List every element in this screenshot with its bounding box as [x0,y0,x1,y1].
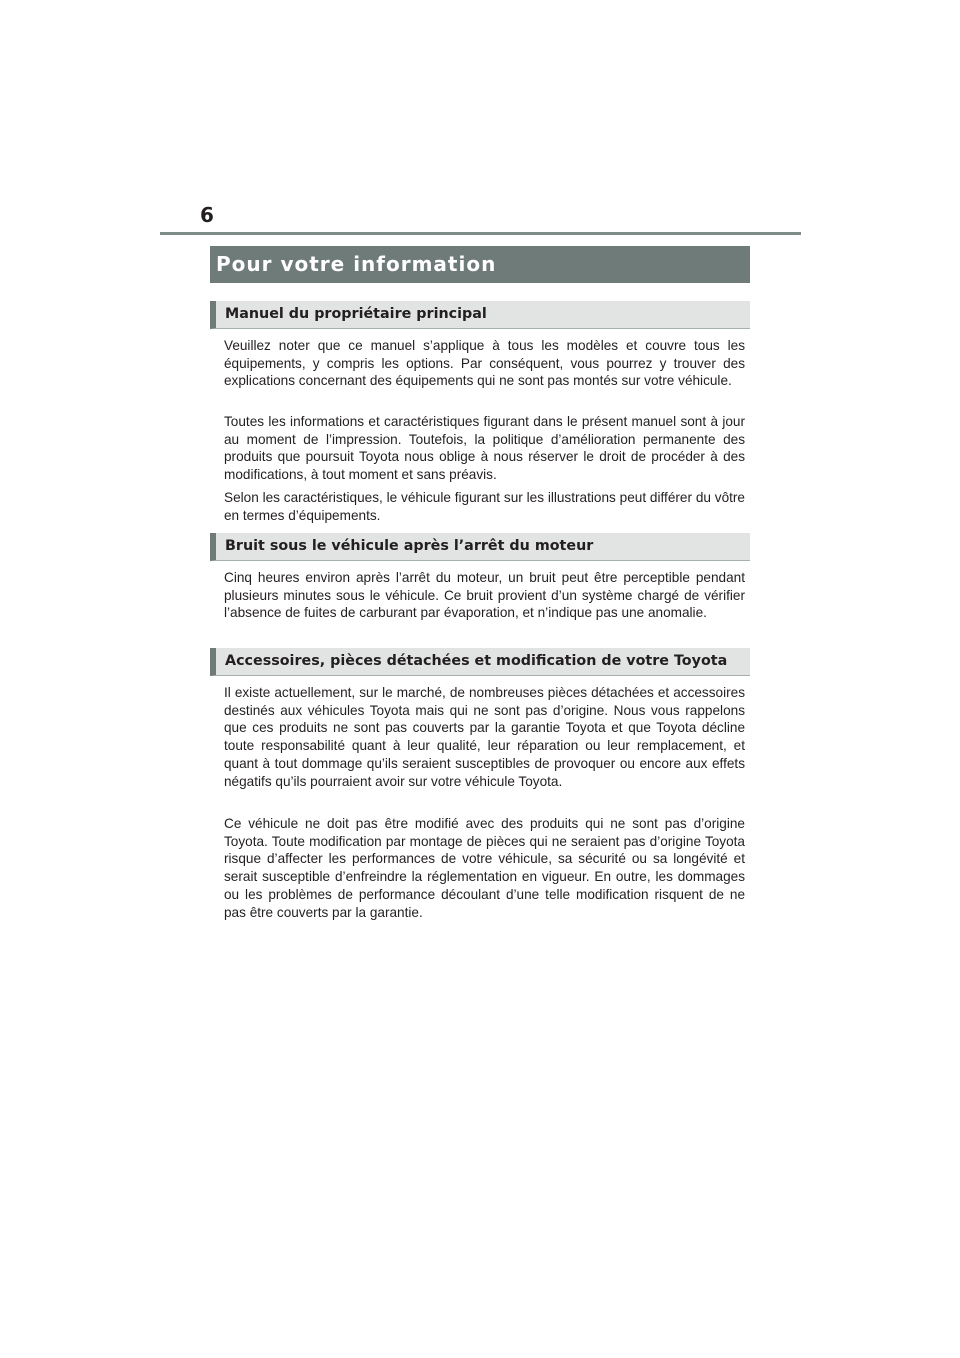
paragraph: Toutes les informations et caractéristiques figurant dans le présent manuel sont à jour au moment de l’impression. Toutefois, la politique d’amélioration permanente des produits que poursuit Toyota nous oblige à nous réserver le droit de procéder à des modifications, à tout moment et sans préavis. [224,414,745,483]
section-heading-text: Bruit sous le véhicule après l’arrêt du moteur [225,538,594,554]
section-heading-accessories [210,648,750,676]
header-rule [160,232,801,235]
section-heading-text: Accessoires, pièces détachées et modification de votre Toyota [225,653,728,669]
paragraph: Il existe actuellement, sur le marché, de nombreuses pièces détachées et accessoires destinés aux véhicules Toyota mais qui ne sont pas d’origine. Nous vous rappelons que ces produits ne sont pas couverts par la garantie Toyota et que Toyota décline toute responsabilité quant à leur qualité, leur réparation ou leur remplacement, et quant à tout dommage qu’ils seraient susceptibles de provoquer ou encore aux effets négatifs qu’ils pourraient avoir sur votre véhicule Toyota. [224,685,745,789]
paragraph: Cinq heures environ après l’arrêt du moteur, un bruit peut être perceptible pendant plusieurs minutes sous le véhicule. Ce bruit provient d’un système chargé de vérifier l’absence de fuites de carburant par évaporation, et n’indique pas une anomalie. [224,570,745,621]
page-number: 6 [200,203,214,227]
paragraph: Selon les caractéristiques, le véhicule figurant sur les illustrations peut différer du vôtre en termes d’équipements. [224,490,745,523]
page-title: Pour votre information [216,252,497,276]
page-title-bar [210,246,750,283]
paragraph: Veuillez noter que ce manuel s’applique à tous les modèles et couvre tous les équipements, y compris les options. Par conséquent, vous pourrez y trouver des explications concernant des équipements qui ne sont pas montés sur votre véhicule. [224,338,745,389]
section-heading-text: Manuel du propriétaire principal [225,306,487,322]
paragraph: Ce véhicule ne doit pas être modifié avec des produits qui ne sont pas d’origine Toyota. Toute modification par montage de pièces qui ne seraient pas d’origine Toyota risque d’affecter les performances de votre véhicule, sa sécurité ou sa longévité et serait susceptible d’enfreindre la réglementation en vigueur. En outre, les dommages ou les problèmes de performance découlant d’une telle modification risquent de ne pas être couverts par la garantie. [224,816,745,920]
section-heading-main-manual [210,301,750,329]
section-heading-engine-noise [210,533,750,561]
